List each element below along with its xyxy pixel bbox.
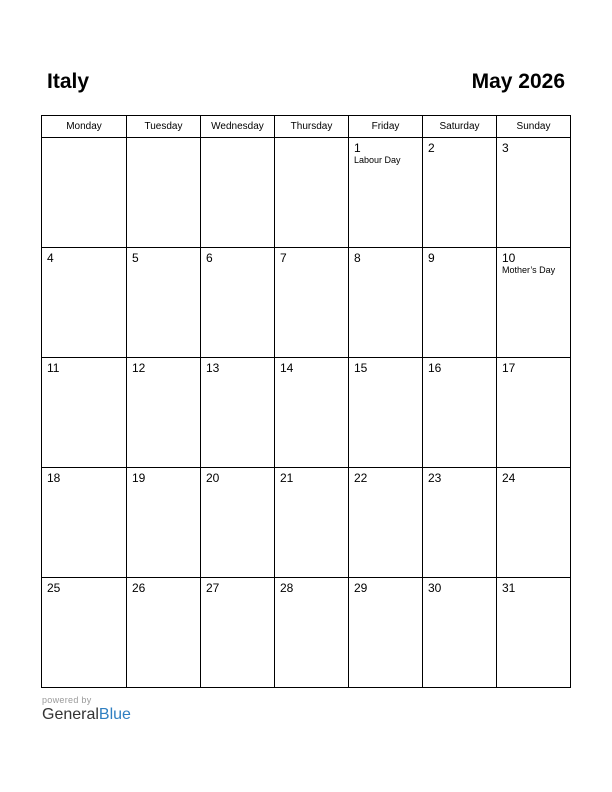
day-number: 16: [428, 361, 442, 375]
day-number: 27: [206, 581, 220, 595]
day-cell: [201, 248, 275, 358]
day-number: 2: [428, 141, 435, 155]
day-number: 21: [280, 471, 294, 485]
day-cell: [127, 358, 201, 468]
brand-name-general: General: [42, 706, 99, 723]
weekday-header-row: [42, 116, 571, 138]
day-cell: [201, 578, 275, 688]
day-number: 29: [354, 581, 368, 595]
week-row: [42, 358, 571, 468]
footer: [42, 695, 131, 724]
holiday-label: Mother’s Day: [502, 265, 556, 275]
day-number: 30: [428, 581, 442, 595]
day-number: 13: [206, 361, 220, 375]
day-number: 9: [428, 251, 435, 265]
day-number: 4: [47, 251, 54, 265]
week-row: [42, 138, 571, 248]
day-cell: [423, 248, 497, 358]
weekday-header: Tuesday: [127, 116, 201, 138]
day-cell: [349, 248, 423, 358]
calendar-grid: [41, 115, 571, 688]
day-cell: [423, 578, 497, 688]
day-number: 3: [502, 141, 509, 155]
brand-logo[interactable]: [42, 706, 131, 724]
day-cell: [201, 138, 275, 248]
weekday-header: Thursday: [275, 116, 349, 138]
day-cell: [275, 358, 349, 468]
day-number: 5: [132, 251, 139, 265]
day-cell: [423, 468, 497, 578]
day-number: 18: [47, 471, 61, 485]
day-number: 17: [502, 361, 516, 375]
day-number: 1: [354, 141, 361, 155]
day-number: 15: [354, 361, 368, 375]
day-number: 19: [132, 471, 146, 485]
week-row: [42, 248, 571, 358]
day-cell: [127, 138, 201, 248]
weekday-header: Saturday: [423, 116, 497, 138]
weekday-header: Monday: [42, 116, 127, 138]
day-number: 8: [354, 251, 361, 265]
day-cell: [275, 248, 349, 358]
day-number: 22: [354, 471, 368, 485]
day-number: 20: [206, 471, 220, 485]
day-cell: [497, 468, 571, 578]
day-number: 25: [47, 581, 61, 595]
day-cell: [349, 468, 423, 578]
holiday-label: Labour Day: [354, 155, 401, 165]
calendar-header: [47, 70, 565, 100]
weekday-header: Sunday: [497, 116, 571, 138]
week-row: [42, 468, 571, 578]
day-number: 11: [47, 361, 60, 375]
day-cell: [201, 468, 275, 578]
day-cell: [275, 138, 349, 248]
week-row: [42, 578, 571, 688]
day-number: 23: [428, 471, 442, 485]
month-year-title: May 2026: [471, 70, 565, 93]
day-cell: [349, 578, 423, 688]
day-number: 26: [132, 581, 146, 595]
day-cell: [42, 578, 127, 688]
day-cell: [349, 358, 423, 468]
day-cell: [42, 468, 127, 578]
weekday-header: Wednesday: [201, 116, 275, 138]
day-number: 31: [502, 581, 516, 595]
day-cell: [497, 358, 571, 468]
day-number: 7: [280, 251, 287, 265]
day-cell: [349, 138, 423, 248]
day-number: 10: [502, 251, 516, 265]
day-number: 14: [280, 361, 294, 375]
day-cell: [423, 358, 497, 468]
day-cell: [497, 248, 571, 358]
day-cell: [201, 358, 275, 468]
day-number: 12: [132, 361, 146, 375]
day-cell: [423, 138, 497, 248]
weekday-header: Friday: [349, 116, 423, 138]
day-cell: [42, 248, 127, 358]
day-cell: [42, 138, 127, 248]
day-cell: [275, 468, 349, 578]
day-cell: [497, 138, 571, 248]
day-number: 28: [280, 581, 294, 595]
day-cell: [127, 468, 201, 578]
day-cell: [42, 358, 127, 468]
day-cell: [127, 578, 201, 688]
day-cell: [127, 248, 201, 358]
day-cell: [497, 578, 571, 688]
day-number: 6: [206, 251, 213, 265]
country-title: Italy: [47, 70, 90, 93]
day-number: 24: [502, 471, 516, 485]
brand-name-blue: Blue: [98, 706, 131, 723]
day-cell: [275, 578, 349, 688]
powered-by-text: powered by: [42, 695, 92, 705]
